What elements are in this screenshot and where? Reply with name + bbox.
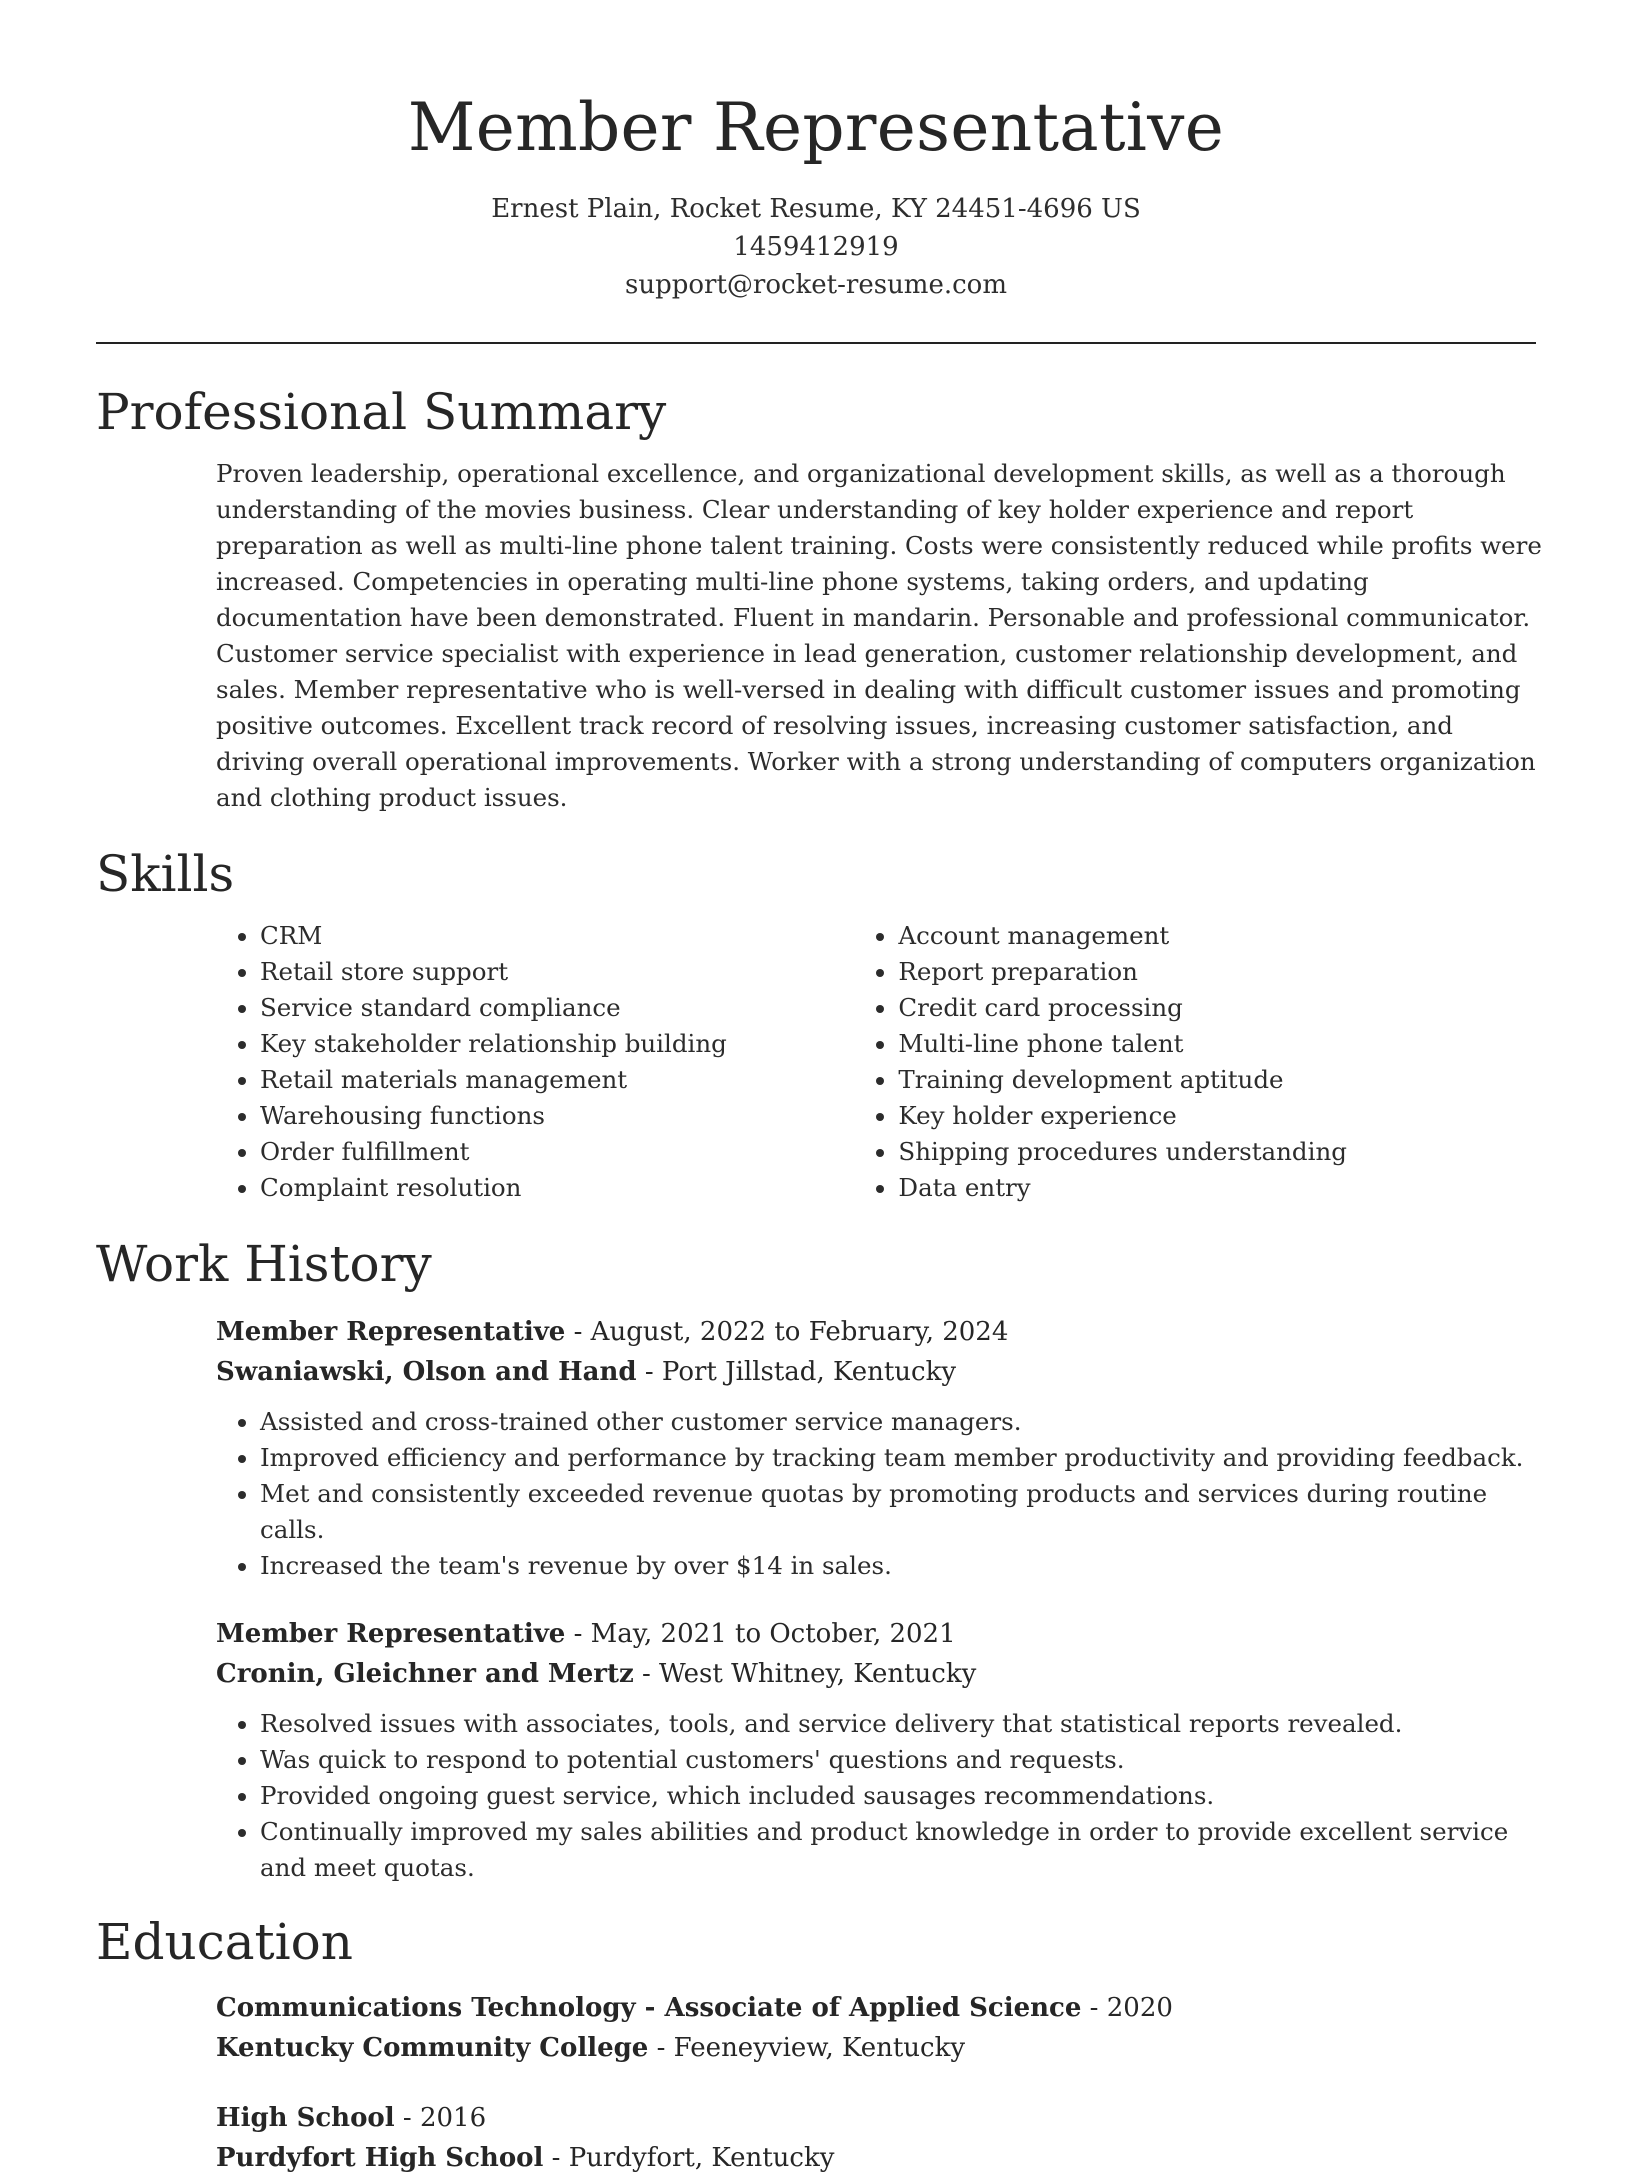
education-section (96, 1910, 1536, 2178)
job-bullet: • Was quick to respond to potential customers' questions and requests. (260, 1742, 1550, 1778)
resume-page (96, 0, 1542, 2178)
education-entry (216, 2098, 1536, 2178)
job-role: Member Representative (216, 1619, 566, 1649)
education-location: - Purdyfort, Kentucky (543, 2143, 835, 2173)
education-degree: High School (216, 2103, 395, 2133)
education-degree-line (216, 1988, 1536, 2028)
education-title: Education (96, 1913, 353, 1971)
education-degree: Communications Technology - Associate of Applied Science (216, 1993, 1082, 2023)
skill-item: • Data entry (898, 1170, 1536, 1206)
job-title-line (216, 1312, 1536, 1352)
summary-text: Proven leadership, operational excellence, and organizational development skills, as well as a thorough understanding of the movies business. Clear understanding of key holder experience and report preparation as well as multi-line phone talent training. Costs were consistently reduced while profits were increased. Competencies in operating multi-line phone systems, taking orders, and updating documentation have been demonstrated. Fluent in mandarin. Personable and professional communicator. Customer service specialist with experience in lead generation, customer relationship development, and sales. Member representative who is well-versed in dealing with difficult customer issues and promoting positive outcomes. Excellent track record of resolving issues, increasing customer satisfaction, and driving overall operational improvements. Worker with a strong understanding of computers organization and clothing product issues. (216, 459, 1542, 812)
job-role: Member Representative (216, 1317, 566, 1347)
skill-item: • CRM (260, 918, 854, 954)
contact-phone: 1459412919 (733, 232, 899, 262)
job-entry (216, 1614, 1536, 1886)
education-year: - 2016 (394, 2103, 487, 2133)
job-bullet: • Resolved issues with associates, tools, and service delivery that statistical reports revealed. (260, 1706, 1550, 1742)
job-title-line (216, 1614, 1536, 1654)
job-bullet: • Met and consistently exceeded revenue quotas by promoting products and services during routine calls. (260, 1476, 1550, 1548)
job-bullet: • Continually improved my sales abilities and product knowledge in order to provide excellent service and meet quotas. (260, 1814, 1550, 1886)
job-location: - West Whitney, Kentucky (633, 1659, 977, 1689)
skill-item: • Account management (898, 918, 1536, 954)
skill-item: • Shipping procedures understanding (898, 1134, 1536, 1170)
job-entry (216, 1312, 1536, 1584)
work-history-title: Work History (96, 1235, 432, 1293)
education-school: Purdyfort High School (216, 2143, 544, 2173)
skill-item: • Complaint resolution (260, 1170, 854, 1206)
job-location: - Port Jillstad, Kentucky (636, 1357, 957, 1387)
job-bullet: • Assisted and cross-trained other customer service managers. (260, 1404, 1550, 1440)
skill-item: • Retail materials management (260, 1062, 854, 1098)
work-history-section (96, 1232, 1536, 1886)
skill-item: • Key holder experience (898, 1098, 1536, 1134)
job-bullets (216, 1706, 1550, 1886)
skills-left-list (216, 918, 854, 1206)
skill-item: • Order fulfillment (260, 1134, 854, 1170)
job-company: Swaniawski, Olson and Hand (216, 1357, 637, 1387)
skills-right-list (854, 918, 1536, 1206)
job-bullets (216, 1404, 1550, 1584)
skill-item: • Training development aptitude (898, 1062, 1536, 1098)
education-school: Kentucky Community College (216, 2033, 649, 2063)
education-degree-line (216, 2098, 1536, 2138)
job-bullet: • Increased the team's revenue by over $14 in sales. (260, 1548, 1550, 1584)
education-location: - Feeneyview, Kentucky (648, 2033, 966, 2063)
skills-title: Skills (96, 845, 235, 903)
skill-item: • Report preparation (898, 954, 1536, 990)
job-bullet: • Provided ongoing guest service, which included sausages recommendations. (260, 1778, 1550, 1814)
contact-address: Ernest Plain, Rocket Resume, KY 24451-4696 US (491, 194, 1141, 224)
resume-name: Member Representative (407, 89, 1225, 166)
skill-item: • Key stakeholder relationship building (260, 1026, 854, 1062)
contact-info (96, 190, 1536, 304)
skill-item: • Multi-line phone talent (898, 1026, 1536, 1062)
job-company-line (216, 1654, 1536, 1694)
skill-item: • Warehousing functions (260, 1098, 854, 1134)
education-entry (216, 1988, 1536, 2068)
job-dates: - May, 2021 to October, 2021 (565, 1619, 956, 1649)
skills-section (96, 842, 1536, 1206)
skills-columns (216, 918, 1536, 1206)
header-divider (96, 342, 1536, 344)
education-year: - 2020 (1081, 1993, 1173, 2023)
job-bullet: • Improved efficiency and performance by tracking team member productivity and providing feedback. (260, 1440, 1550, 1476)
skill-item: • Credit card processing (898, 990, 1536, 1026)
resume-header (96, 0, 1536, 304)
education-school-line (216, 2028, 1536, 2068)
summary-title: Professional Summary (96, 383, 667, 441)
contact-email: support@rocket-resume.com (624, 270, 1007, 300)
education-school-line (216, 2138, 1536, 2178)
summary-section (96, 380, 1542, 816)
job-company: Cronin, Gleichner and Mertz (216, 1659, 634, 1689)
job-company-line (216, 1352, 1536, 1392)
skill-item: • Service standard compliance (260, 990, 854, 1026)
skill-item: • Retail store support (260, 954, 854, 990)
job-dates: - August, 2022 to February, 2024 (565, 1317, 1009, 1347)
